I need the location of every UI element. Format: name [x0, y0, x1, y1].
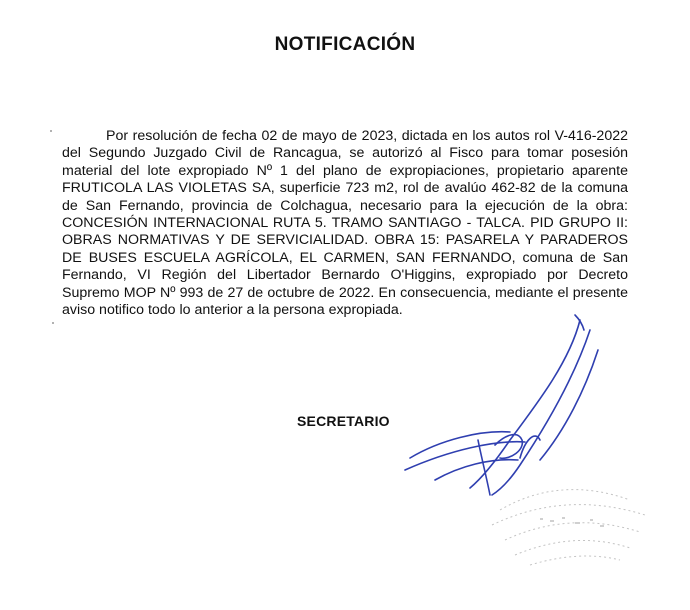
notification-body: Por resolución de fecha 02 de mayo de 2023, dictada en los autos rol V-416-2022 del Segundo Juzgado Civil de Rancagua, se autorizó al Fisco para tomar posesión material del lote expropiado Nº 1 del plano de expropiaciones, propietario aparente FRUTICOLA LAS VIOLETAS SA, superficie 723 m2, rol de avalúo 462-82 de la comuna de San Fernando, provincia de Colchagua, necesario para la ejecución de la obra: CONCESIÓN INTERNACIONAL RUTA 5. TRAMO SANTIAGO - TALCA. PID GRUPO II: OBRAS NORMATIVAS Y DE SERVICIALIDAD. OBRA 15: PASARELA Y PARADEROS DE BUSES ESCUELA AGRÍCOLA, EL CARMEN, SAN FERNANDO, comuna de San Fernando, VI Región del Libertador Bernardo O'Higgins, expropiado por Decreto Supremo MOP Nº 993 de 27 de octubre de 2022. En consecuencia, mediante el presente aviso notifico todo lo anterior a la persona expropiada.	[62, 128, 628, 319]
margin-speck	[52, 322, 54, 324]
document-title: NOTIFICACIÓN	[274, 34, 416, 55]
margin-speck	[50, 130, 52, 132]
handwritten-signature	[400, 290, 630, 510]
signatory-title: SECRETARIO	[297, 413, 390, 429]
